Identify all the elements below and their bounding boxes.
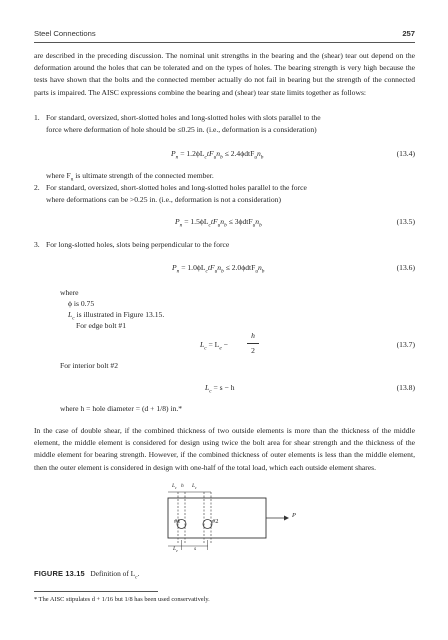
load-arrow-head: [284, 516, 289, 521]
equation-13-4: $P_n = 1.2\phi L_ctF_un_b \le 2.4\phi dtF_un_b$: [171, 149, 264, 161]
where-label: where: [60, 288, 79, 297]
bolt-2-circle: [203, 520, 212, 529]
list-item-1-line1: For standard, oversized, short-slotted holes and long-slotted holes with slots parallel to the: [46, 113, 321, 122]
equation-13-5: $P_n = 1.5\phi L_ctF_un_b \le 3\phi dtF_un_b$: [175, 217, 262, 229]
phi-definition: ϕ is 0.75: [68, 299, 95, 308]
double-shear-paragraph: In the case of double shear, if the combined thickness of two outside elements is more than the thickness of the middle element, the middle element is considered for design using twice the bolt area for shear strength and the thickness of the middle element for bearing strength. However, if the combined thickness of outer elements is less than the middle element, then the outer element is considered in design with one-half of the total load, which each outside element shares.: [34, 426, 415, 472]
footnote: * The AISC stipulates d + 1/16 but 1/8 has been used conservatively.: [34, 596, 210, 603]
interior-bolt-label: For interior bolt #2: [60, 361, 119, 370]
bolt-2-label: #2: [212, 518, 219, 525]
fraction-bar: [247, 343, 259, 344]
hole-diameter-definition: where h = hole diameter = (d + 1/8) in.*: [60, 404, 183, 413]
fraction-denominator: 2: [251, 346, 255, 355]
bolt-1-label: #1: [174, 518, 181, 525]
load-label: P: [292, 512, 296, 519]
edge-bolt-label: For edge bolt #1: [76, 321, 126, 330]
dim-le: $L_e$: [173, 546, 178, 554]
fraction-numerator: h: [251, 331, 255, 340]
intro-paragraph: are described in the preceding discussion. The nominal unit strengths in the bearing and the (shear) tear out depend on the deformation around the holes that can be tolerated and on the types of holes. The bearing strength is very high because the tests have shown that the bolts and the connected member actually do not fail in bearing but the strength of the connected parts is impaired. The AISC expressions combine the bearing and (shear) tear state limits together as follows:: [34, 51, 415, 97]
list-item-2-line1: For standard, oversized, short-slotted holes and long-slotted holes parallel to the force: [46, 183, 307, 192]
list-item-3-line1: For long-slotted holes, slots being perpendicular to the force: [46, 240, 230, 249]
list-item-2-number: 2.: [34, 183, 40, 192]
page-number: 257: [402, 29, 415, 38]
equation-13-6: $P_n = 1.0\phi L_ctF_un_b \le 2.0\phi dtF_un_b$: [172, 263, 265, 275]
lc-definition: $L_c$ is illustrated in Figure 13.15.: [68, 310, 165, 322]
equation-13-8: $L_c = s - h$: [205, 383, 235, 395]
where-fu-definition: where $F_u$ is ultimate strength of the connected member.: [46, 171, 214, 183]
equation-number-13-6: (13.6): [396, 263, 415, 272]
header-rule: [34, 42, 415, 43]
list-item-1-line2: force where deformation of hole should be ≤0.25 in. (i.e., deformation is a consideration): [46, 125, 317, 134]
footnote-rule: [34, 591, 158, 592]
dim-lc2: $L_c$: [192, 483, 197, 491]
figure-13-15-diagram: [160, 480, 300, 556]
list-item-3-number: 3.: [34, 240, 40, 249]
dim-s: s: [194, 546, 197, 552]
list-item-2-line2: where deformations can be >0.25 in. (i.e., deformation is not a consideration): [46, 195, 281, 204]
equation-number-13-7: (13.7): [396, 340, 415, 349]
equation-number-13-4: (13.4): [396, 149, 415, 158]
equation-number-13-8: (13.8): [396, 383, 415, 392]
running-header-chapter: Steel Connections: [34, 29, 96, 38]
figure-caption: FIGURE 13.15 Definition of $L_c$.: [34, 569, 140, 581]
equation-13-7: $L_c = L_e$ −: [200, 340, 228, 352]
equation-number-13-5: (13.5): [396, 217, 415, 226]
dim-h: h: [181, 483, 184, 489]
dim-lc1: $L_c$: [172, 483, 177, 491]
list-item-1-number: 1.: [34, 113, 40, 122]
